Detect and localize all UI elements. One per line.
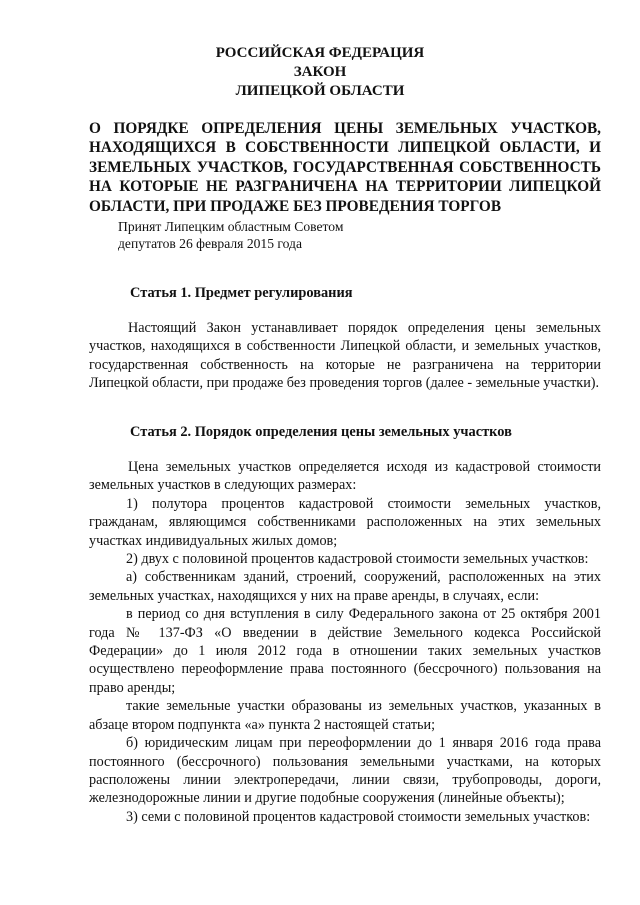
article-2-item-1: 1) полутора процентов кадастровой стоимости земельных участков, гражданам, являющимся собственниками расположенных на этих земельных участках индивидуальных жилых домов; <box>89 495 601 549</box>
article-2-item-2a-case-1: в период со дня вступления в силу Федерального закона от 25 октября 2001 года № 137-ФЗ «О введении в действие Земельного кодекса Российской Федерации» до 1 июля 2012 года в отношении таких земельных участков осуществлено переоформление права постоянного (бессрочного) пользования на право аренды; <box>89 606 601 696</box>
adoption-line-2: депутатов 26 февраля 2015 года <box>118 236 302 251</box>
article-2-item-2a-case-2: такие земельные участки образованы из земельных участков, указанных в абзаце втором подпункта «а» пункта 2 настоящей статьи; <box>89 698 601 733</box>
document-header <box>0 44 640 101</box>
article-2-item-2b: б) юридическим лицам при переоформлении до 1 января 2016 года права постоянного (бессрочного) пользования земельными участками, на которых расположены линии электропередачи, линии связи, трубопроводы, дороги, железнодорожные линии и другие подобные сооружения (линейные объекты); <box>89 735 601 807</box>
adoption-line-1: Принят Липецким областным Советом <box>118 219 344 234</box>
article-2-item-3: 3) семи с половиной процентов кадастровой стоимости земельных участков: <box>126 808 591 825</box>
article-1-heading: Статья 1. Предмет регулирования <box>130 285 353 301</box>
header-doc-type: ЗАКОН <box>293 64 347 80</box>
article-2-intro: Цена земельных участков определяется исходя из кадастровой стоимости земельных участков в следующих размерах: <box>89 459 601 494</box>
article-2-item-2a: а) собственникам зданий, строений, сооружений, расположенных на этих земельных участках, находящихся у них на праве аренды, в случаях, если: <box>89 569 601 604</box>
law-title: О ПОРЯДКЕ ОПРЕДЕЛЕНИЯ ЦЕНЫ ЗЕМЕЛЬНЫХ УЧАСТКОВ, НАХОДЯЩИХСЯ В СОБСТВЕННОСТИ ЛИПЕЦКОЙ ОБЛАСТИ, И ЗЕМЕЛЬНЫХ УЧАСТКОВ, ГОСУДАРСТВЕННАЯ СОБСТВЕННОСТЬ НА КОТОРЫЕ НЕ РАЗГРАНИЧЕНА НА ТЕРРИТОРИИ ЛИПЕЦКОЙ ОБЛАСТИ, ПРИ ПРОДАЖЕ БЕЗ ПРОВЕДЕНИЯ ТОРГОВ <box>89 120 601 215</box>
adoption-note <box>118 218 343 252</box>
article-1-text: Настоящий Закон устанавливает порядок определения цены земельных участков, находящихся в собственности Липецкой области, и земельных участков, государственная собственность на которые не разграничена на территории Липецкой области, при продаже без проведения торгов (далее - земельные участки). <box>89 320 601 392</box>
article-2-heading: Статья 2. Порядок определения цены земельных участков <box>130 424 512 440</box>
article-2-body <box>89 458 601 826</box>
article-1-body <box>89 319 601 393</box>
header-region: ЛИПЕЦКОЙ ОБЛАСТИ <box>235 83 405 99</box>
header-country: РОССИЙСКАЯ ФЕДЕРАЦИЯ <box>215 45 425 61</box>
article-2-item-2: 2) двух с половиной процентов кадастровой стоимости земельных участков: <box>126 551 589 568</box>
